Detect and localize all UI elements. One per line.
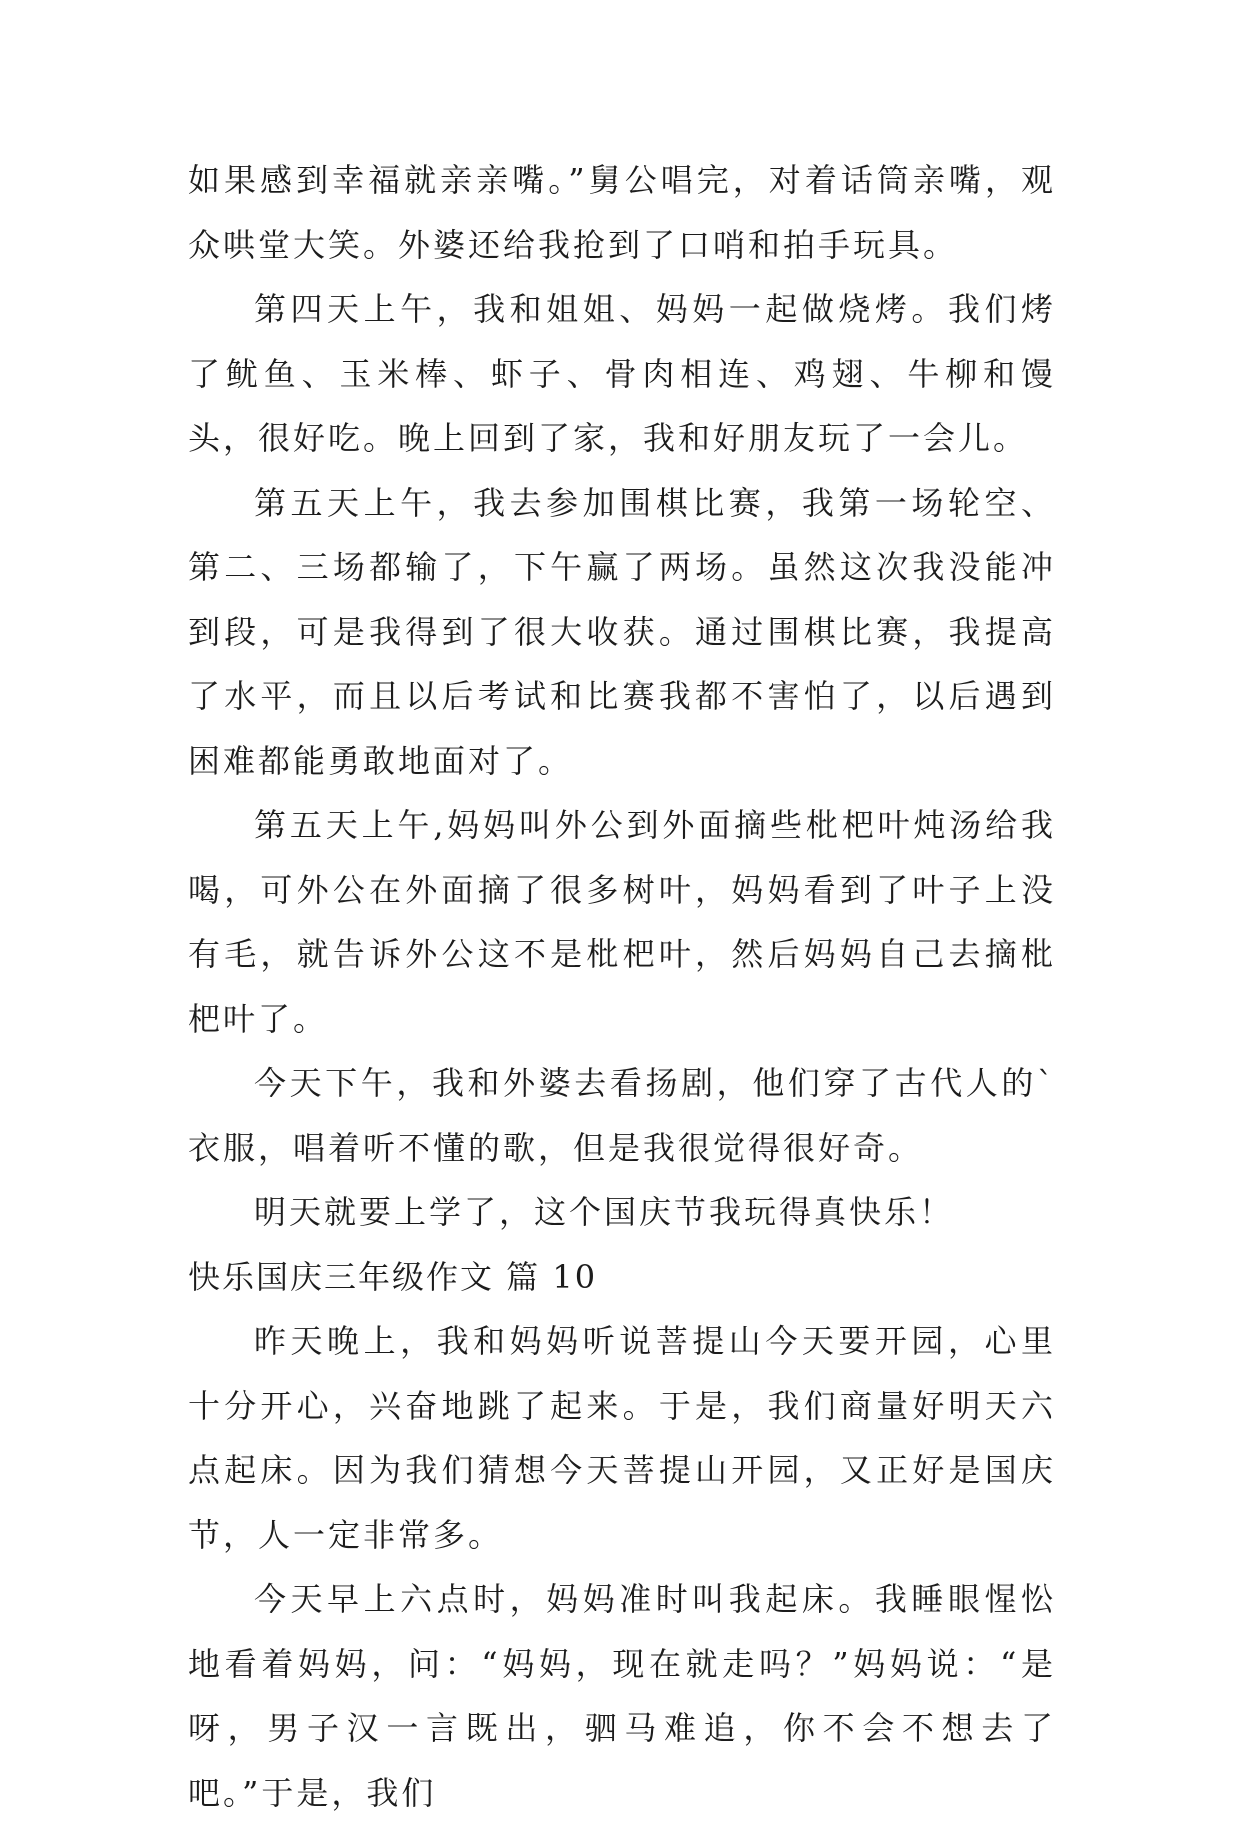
paragraph-2: 第四天上午，我和姐姐、妈妈一起做烧烤。我们烤了鱿鱼、玉米棒、虾子、骨肉相连、鸡翅、牛柳和馒头，很好吃。晚上回到了家，我和好朋友玩了一会儿。: [188, 290, 1056, 457]
document-page: [188, 148, 1056, 1825]
section-heading: 快乐国庆三年级作文 篇 10: [188, 1257, 598, 1296]
paragraph-8: 今天早上六点时，妈妈准时叫我起床。我睡眼惺忪地看着妈妈，问：“妈妈，现在就走吗？”妈妈说：“是呀，男子汉一言既出，驷马难追，你不会不想去了吧。”于是，我们: [188, 1580, 1056, 1812]
paragraph-4: 第五天上午,妈妈叫外公到外面摘些枇杷叶炖汤给我喝，可外公在外面摘了很多树叶，妈妈看到了叶子上没有毛，就告诉外公这不是枇杷叶，然后妈妈自己去摘枇杷叶了。: [188, 806, 1056, 1038]
paragraph-5: 今天下午，我和外婆去看扬剧，他们穿了古代人的`衣服，唱着听不懂的歌，但是我很觉得很好奇。: [188, 1064, 1056, 1167]
paragraph-1: 如果感到幸福就亲亲嘴。”舅公唱完，对着话筒亲嘴，观众哄堂大笑。外婆还给我抢到了口哨和拍手玩具。: [188, 161, 1056, 264]
paragraph-3: 第五天上午，我去参加围棋比赛，我第一场轮空、第二、三场都输了，下午赢了两场。虽然这次我没能冲到段，可是我得到了很大收获。通过围棋比赛，我提高了水平，而且以后考试和比赛我都不害怕了，以后遇到困难都能勇敢地面对了。: [188, 483, 1056, 780]
paragraph-6: 明天就要上学了，这个国庆节我玩得真快乐！: [254, 1193, 955, 1231]
paragraph-7: 昨天晚上，我和妈妈听说菩提山今天要开园，心里十分开心，兴奋地跳了起来。于是，我们商量好明天六点起床。因为我们猜想今天菩提山开园，又正好是国庆节，人一定非常多。: [188, 1322, 1056, 1554]
